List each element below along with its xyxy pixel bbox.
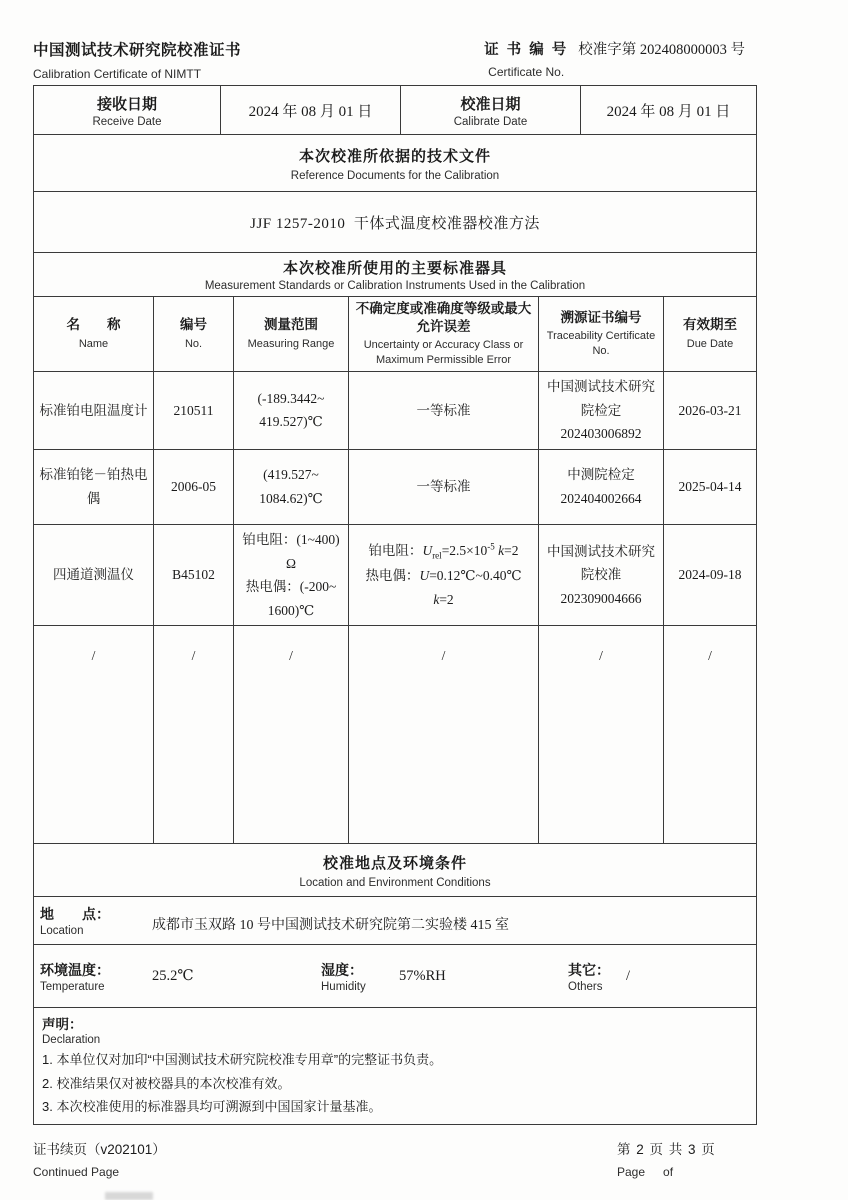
cell-no: / bbox=[154, 626, 234, 843]
footer-of-word: of bbox=[663, 1164, 674, 1179]
cell-no: 2006-05 bbox=[154, 450, 234, 524]
certificate-no-value: 校准字第 202408000003 号 bbox=[578, 42, 745, 58]
receive-date-value: 2024 年 08 月 01 日 bbox=[221, 86, 401, 134]
declaration-label-en: Declaration bbox=[42, 1034, 101, 1047]
others-label: 其它： Others bbox=[568, 961, 610, 993]
standards-table bbox=[33, 297, 757, 844]
standards-section-header: 本次校准所使用的主要标准器具 Measurement Standards or Calibration Instruments Used in the Calibration bbox=[33, 253, 757, 297]
cell-name: 标准铂电阻温度计 bbox=[34, 372, 154, 449]
page-title-en: Calibration Certificate of NIMTT bbox=[33, 67, 202, 81]
temperature-label: 环境温度： Temperature bbox=[40, 961, 110, 993]
cell-due: 2026-03-21 bbox=[678, 402, 742, 418]
cell-trace: 中国测试技术研究 院检定 202403006892 bbox=[539, 372, 664, 449]
standards-table-row bbox=[34, 450, 756, 525]
column-header: 测量范围 Measuring Range bbox=[234, 297, 349, 371]
cell-due: 2025-04-14 bbox=[678, 479, 742, 495]
receive-date-label: 接收日期 Receive Date bbox=[34, 86, 221, 134]
cell-trace: / bbox=[539, 626, 664, 843]
environment-row bbox=[33, 945, 757, 1008]
humidity-value: 57%RH bbox=[399, 967, 446, 984]
certificate-no-label-en: Certificate No. bbox=[488, 65, 565, 79]
declaration-section bbox=[33, 1008, 757, 1124]
declaration-item: 1. 本单位仅对加印“中国测试技术研究院校准专用章”的完整证书负责。 bbox=[42, 1052, 443, 1068]
cell-range: (-189.3442~ 419.527)℃ bbox=[234, 372, 349, 449]
cell-due: / bbox=[708, 648, 712, 664]
cell-range: / bbox=[234, 626, 349, 843]
cell-name: 标准铂铑－铂热电 偶 bbox=[34, 450, 154, 524]
location-value: 成都市玉双路 10 号中国测试技术研究院第二实验楼 415 室 bbox=[152, 917, 509, 933]
declaration-label: 声明： bbox=[42, 1017, 83, 1033]
column-header: 不确定度或准确度等级或最大允许误差 Uncertainty or Accuracy Class or Maximum Permissible Error bbox=[349, 297, 539, 371]
location-label: 地 点： Location bbox=[40, 906, 110, 938]
declaration-item: 2. 校准结果仅对被校器具的本次校准有效。 bbox=[42, 1075, 291, 1091]
footer-page-word: Page bbox=[617, 1164, 646, 1179]
standards-table-row bbox=[34, 525, 756, 627]
page-footer bbox=[33, 1138, 757, 1198]
certificate-title-block bbox=[33, 38, 241, 81]
cell-name: / bbox=[34, 626, 154, 843]
footer-page-number: 第 2 页 共 3 页 Page of bbox=[617, 1141, 716, 1179]
column-header: 有效期至 Due Date bbox=[683, 317, 737, 350]
page-title: 中国测试技术研究院校准证书 bbox=[33, 42, 242, 59]
cell-no: 210511 bbox=[154, 372, 234, 449]
cell-uncertainty: 一等标准 bbox=[349, 450, 539, 524]
certificate-no-label: 证 书 编 号 bbox=[484, 42, 569, 58]
cell-range: 铂电阻：(1~400) Ω 热电偶：(-200~ 1600)℃ bbox=[234, 525, 349, 626]
column-header: 编号 No. bbox=[154, 297, 234, 371]
humidity-label: 湿度： Humidity bbox=[321, 961, 366, 993]
cell-range: (419.527~ 1084.62)℃ bbox=[234, 450, 349, 524]
cell-trace: 中国测试技术研究 院校准 202309004666 bbox=[539, 525, 664, 626]
cell-no: B45102 bbox=[154, 525, 234, 626]
column-header: 溯源证书编号 Traceability Certificate No. bbox=[539, 297, 664, 371]
standards-table-row bbox=[34, 372, 756, 450]
cell-uncertainty: / bbox=[349, 626, 539, 843]
certificate-page bbox=[33, 0, 757, 1198]
standards-table-header-row bbox=[34, 297, 756, 372]
reference-document-row bbox=[33, 192, 757, 253]
others-value: / bbox=[626, 967, 631, 984]
cell-trace: 中测院检定 202404002664 bbox=[539, 450, 664, 524]
scan-artifact bbox=[105, 1192, 153, 1200]
cell-uncertainty: 一等标准 bbox=[349, 372, 539, 449]
location-section-header: 校准地点及环境条件 Location and Environment Conditions bbox=[33, 844, 757, 897]
footer-continued-page: 证书续页（v202101） Continued Page bbox=[33, 1141, 166, 1179]
temperature-value: 25.2℃ bbox=[152, 967, 194, 984]
page-header bbox=[33, 0, 757, 85]
calibrate-date-value: 2024 年 08 月 01 日 bbox=[606, 103, 731, 120]
reference-document-text: JJF 1257-2010 干体式温度校准器校准方法 bbox=[250, 215, 540, 232]
location-row bbox=[33, 897, 757, 945]
cell-due: 2024-09-18 bbox=[678, 567, 742, 583]
date-table bbox=[33, 85, 757, 135]
cell-name: 四通道测温仪 bbox=[34, 525, 154, 626]
reference-section-header: 本次校准所依据的技术文件 Reference Documents for the Calibration bbox=[33, 135, 757, 192]
column-header: 名 称 Name bbox=[34, 297, 154, 371]
certificate-number-block bbox=[484, 38, 757, 79]
cell-uncertainty: 铂电阻：$U_{rel}=2.5\times 10^{-5}$ k=2 热电偶：U=0.12℃~0.40℃ k=2 bbox=[349, 525, 539, 626]
calibrate-date-label: 校准日期 Calibrate Date bbox=[401, 86, 581, 134]
declaration-item: 3. 本次校准使用的标准器具均可溯源到中国国家计量基准。 bbox=[42, 1098, 382, 1114]
standards-table-row bbox=[34, 626, 756, 843]
